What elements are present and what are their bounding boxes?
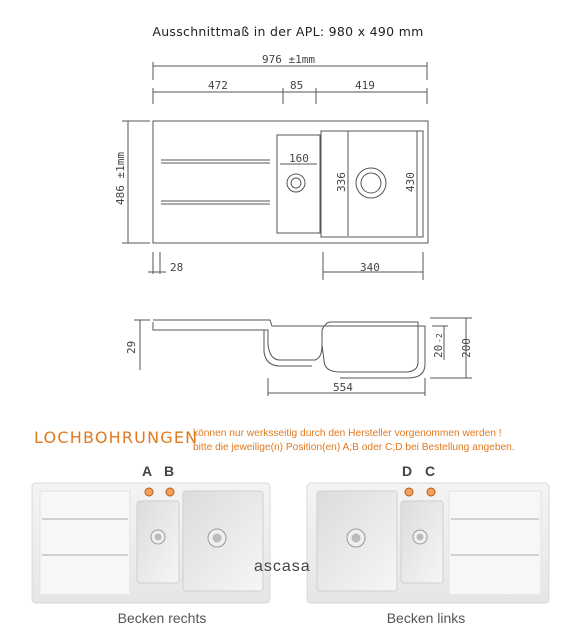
- hole-d: [405, 488, 413, 496]
- segment-mid-label: 85: [290, 79, 304, 92]
- label-c: C: [425, 463, 436, 479]
- small-bowl-height-label: 336: [335, 172, 348, 192]
- large-bowl-height-label: 430: [404, 172, 417, 192]
- label-d: D: [402, 463, 413, 479]
- height-label: 486 ±1mm: [114, 152, 127, 205]
- sink-bowls-left: [307, 483, 549, 603]
- watermark: ascasa: [254, 558, 311, 575]
- small-bowl-width-label: 160: [289, 152, 309, 165]
- cutout-dimension-title: Ausschnittmaß in der APL: 980 x 490 mm: [152, 24, 424, 39]
- variant-illustrations: [0, 455, 576, 605]
- hole-a: [145, 488, 153, 496]
- sink-outline-top: [153, 121, 428, 243]
- caption-becken-rechts: Becken rechts: [117, 610, 207, 626]
- small-drain: [287, 174, 305, 192]
- overall-width-label: 976 ±1mm: [262, 53, 315, 66]
- label-a: A: [142, 463, 153, 479]
- hole-b: [166, 488, 174, 496]
- segment-right-label: 419: [355, 79, 375, 92]
- note-line-2: bitte die jeweilige(n) Position(en) A;B oder C;D bei Bestellung angeben.: [193, 442, 515, 453]
- depth-small2-label: -2: [435, 333, 444, 343]
- large-bowl-width-label: 340: [360, 261, 380, 274]
- segment-left-label: 472: [208, 79, 228, 92]
- caption-becken-links: Becken links: [386, 610, 466, 626]
- drainer-thickness-label: 29: [125, 340, 138, 354]
- edge-offset-label: 28: [170, 261, 184, 274]
- depth-small-label: 20: [432, 344, 445, 358]
- hole-c: [427, 488, 435, 496]
- depth-label: 200: [460, 338, 473, 358]
- lochbohrungen-title: LOCHBOHRUNGEN: [34, 428, 199, 447]
- label-b: B: [164, 463, 175, 479]
- side-profile-inner: [153, 322, 418, 372]
- length-label: 554: [333, 381, 353, 394]
- small-bowl-top: [277, 135, 320, 233]
- sink-bowls-right: [32, 483, 270, 603]
- note-line-1: können nur werksseitig durch den Hersteller vorgenommen werden !: [193, 428, 502, 439]
